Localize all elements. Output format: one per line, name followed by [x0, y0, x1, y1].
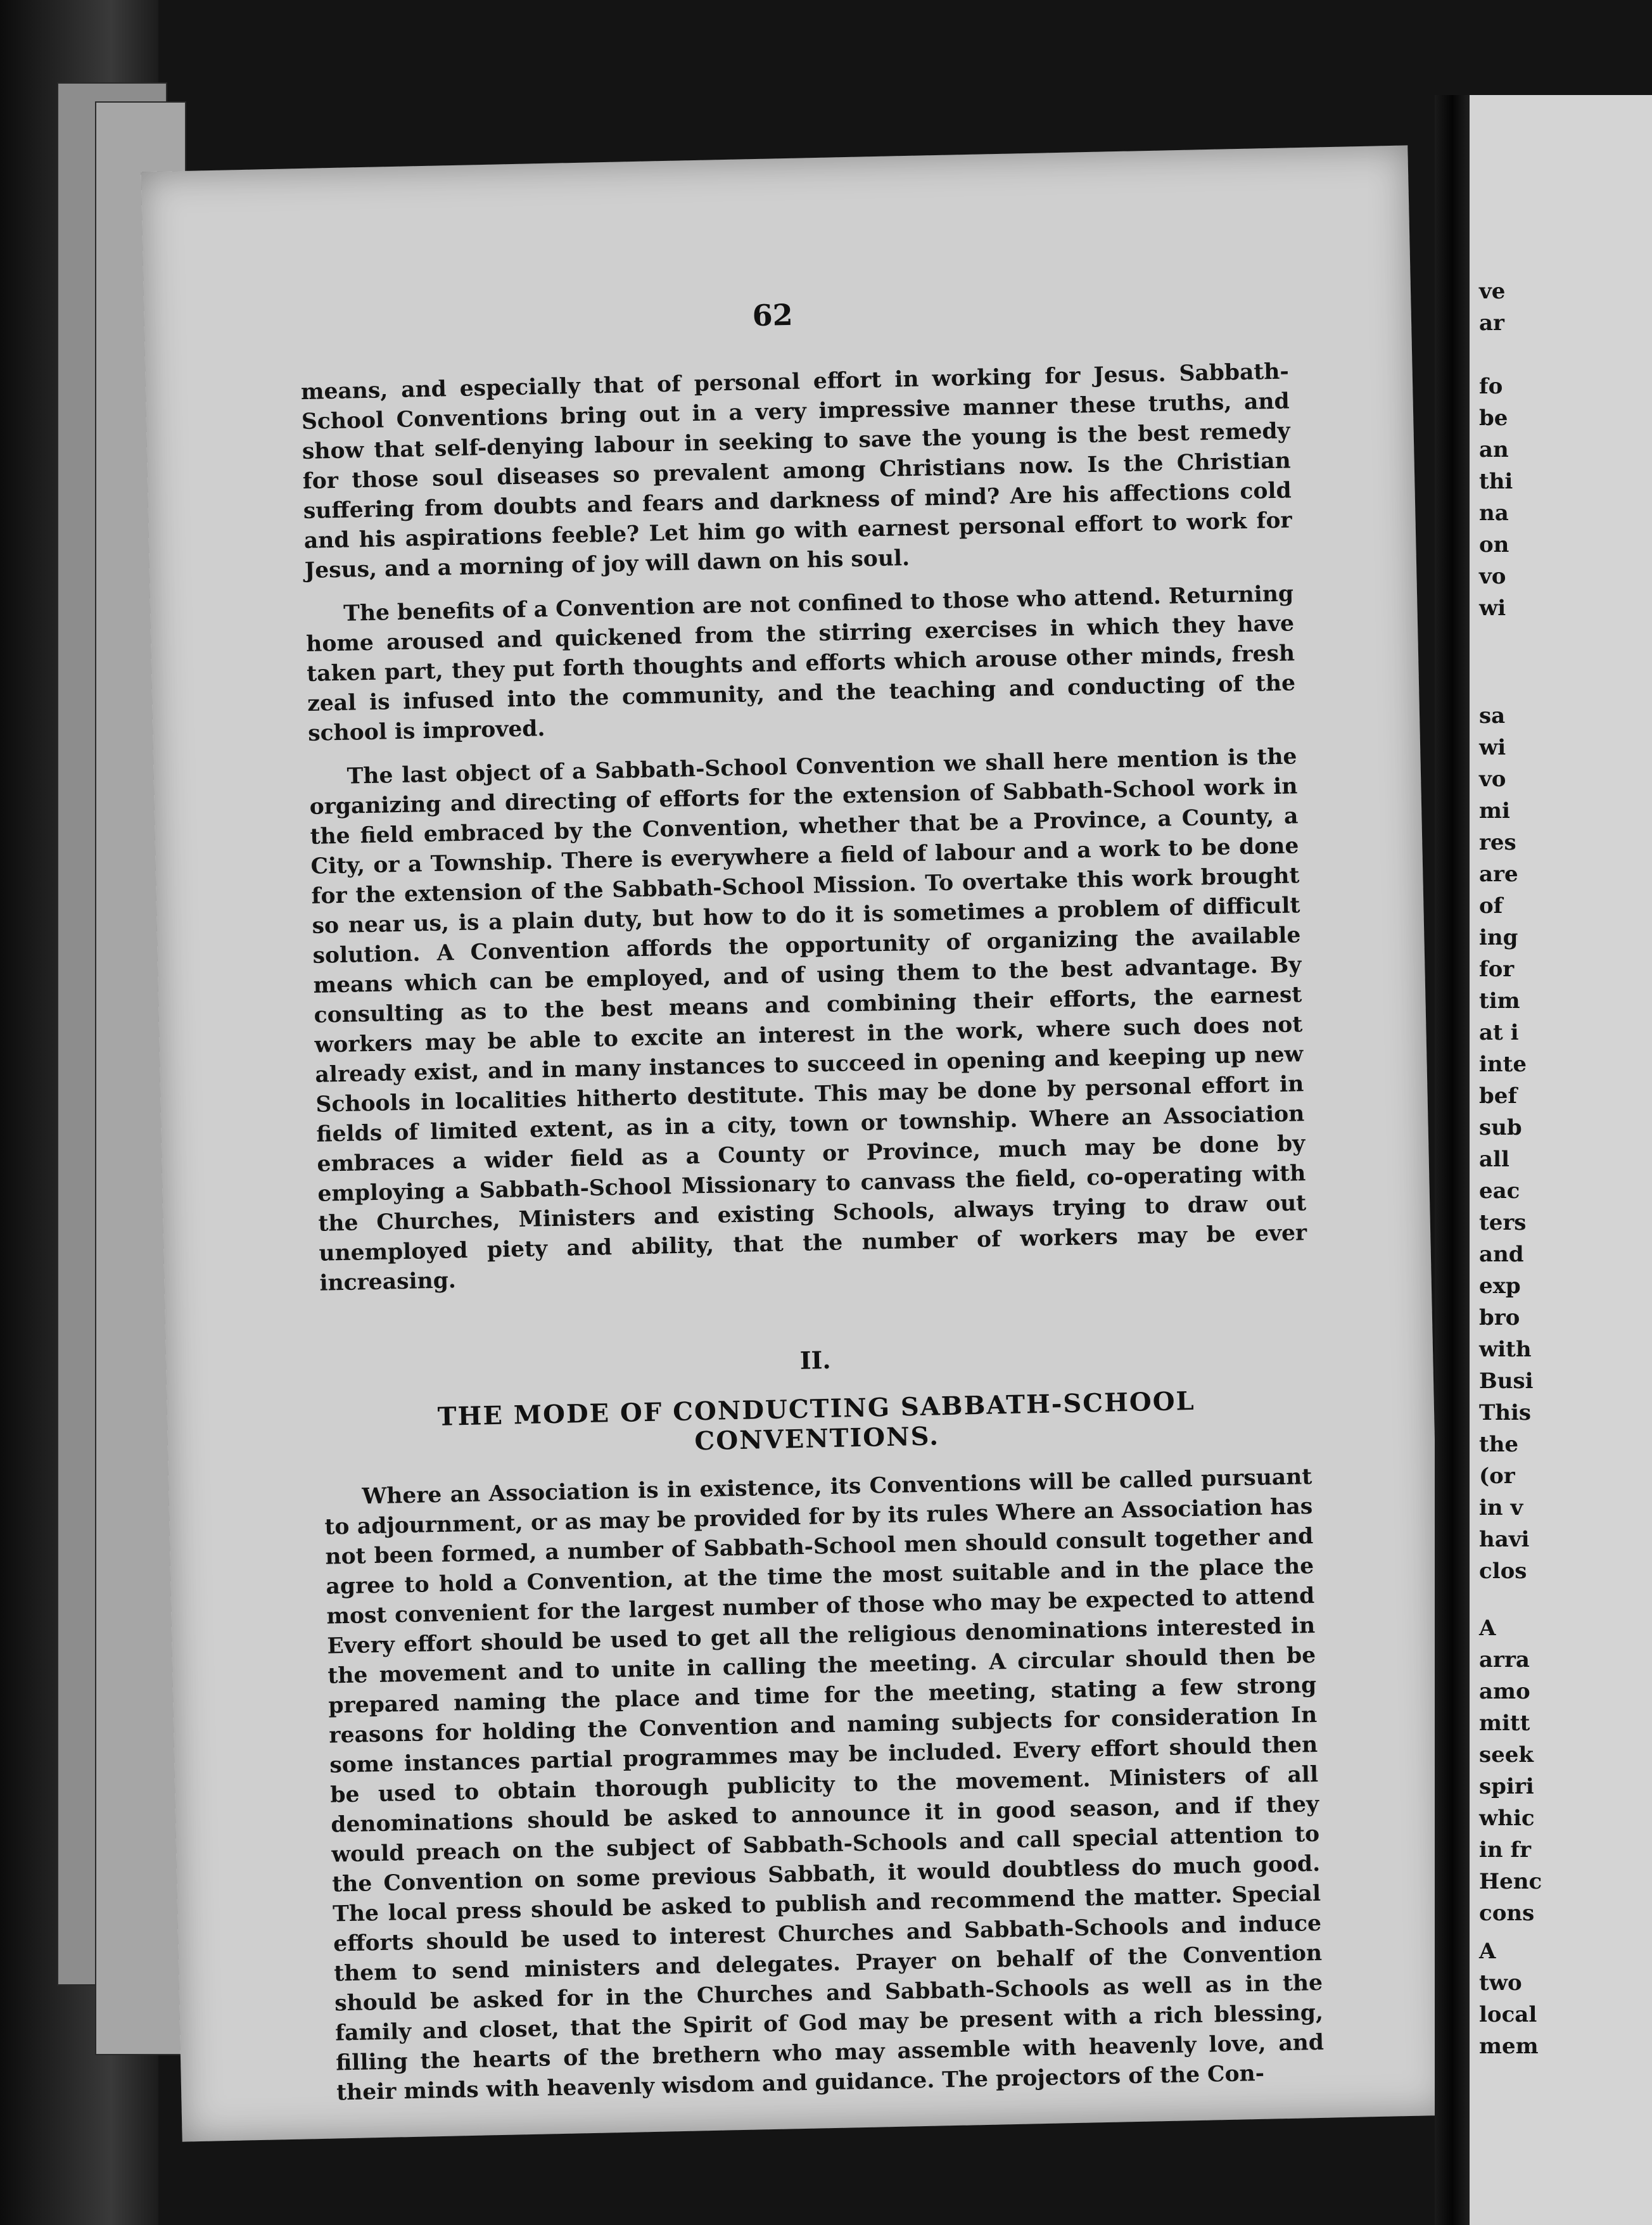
book-gutter [1435, 95, 1470, 2225]
facing-page-line: tim [1479, 988, 1520, 1014]
facing-page-line: inte [1479, 1052, 1527, 1077]
facing-page-line: seek [1479, 1742, 1534, 1768]
facing-page-line: wi [1479, 596, 1506, 621]
facing-page-line: eac [1479, 1178, 1520, 1204]
section-number: II. [799, 1345, 832, 1375]
facing-page-line: at i [1479, 1020, 1519, 1045]
facing-page-line: with [1479, 1337, 1532, 1362]
paragraph: Where an Association is in existence, its Conventions will be called pursuant to adjournment, or as may be provided for by its rules Where an Association has not been formed, a number of Sabbath-School men should consult together and agree to hold a Convention, at the time the most suitable and in the place the most convenient for the largest number of those who may be expected to attend Every effort should be used to get all the religious denominations interested in the movement and to unite in calling the meeting. A circular should then be prepared naming the place and time for the meeting, stating a few strong reasons for holding the Convention and naming subjects for consideration In some instances partial programmes may be included. Every effort should then be used to obtain thorough publicity to the movement. Ministers of all denominations should be asked to announce it in good season, and if they would preach on the subject of Sabbath-Schools and call special attention to the Convention on some previous Sabbath, it would doubtless do much good. The local press should be asked to publish and recommend the matter. Special efforts should be used to interest Churches and Sabbath-Schools and induce them to send ministers and delegates. Prayer on behalf of the Convention should be asked for in the Churches and Sabbath-Schools as well as in the family and closet, that the Spirit of God may be present with a rich blessing, filling the hearts of the brethern who may assemble with heavenly love, and their minds with heavenly wisdom and guidance. The projectors of the Con- [324, 1464, 1325, 2106]
facing-page-line: mi [1479, 798, 1510, 824]
facing-page-line: are [1479, 862, 1518, 887]
facing-page-line: Busi [1479, 1368, 1534, 1394]
facing-page-line: (or [1479, 1463, 1515, 1489]
facing-page-line: ve [1479, 279, 1506, 304]
facing-page-line: local [1479, 2002, 1537, 2027]
facing-page-line: of [1479, 893, 1503, 919]
facing-page-line: in v [1479, 1495, 1523, 1521]
facing-page [1470, 95, 1652, 2225]
facing-page-line: in fr [1479, 1837, 1532, 1863]
facing-page-line: na [1479, 500, 1509, 526]
facing-page-line: cons [1479, 1901, 1535, 1926]
facing-page-line: thi [1479, 469, 1513, 494]
facing-page-line: bro [1479, 1305, 1520, 1330]
facing-page-line: This [1479, 1400, 1532, 1425]
facing-page-line: bef [1479, 1083, 1518, 1109]
facing-page-line: mitt [1479, 1711, 1530, 1736]
body-text [301, 357, 1325, 2122]
facing-page-line: sa [1479, 703, 1506, 729]
facing-page-line: A [1479, 1939, 1496, 1964]
facing-page-line: vo [1479, 767, 1506, 792]
facing-page-line: arra [1479, 1647, 1530, 1673]
facing-page-line: on [1479, 532, 1509, 558]
facing-page-line: spiri [1479, 1774, 1534, 1799]
paragraph: The benefits of a Convention are not confined to those who attend. Returning home aroused and quickened from the stirring exercises in which they have taken part, they put forth thoughts and efforts which arouse other minds, fresh zeal is infused into the community, and the teaching and conducting of the school is improved. [305, 581, 1296, 746]
facing-page-line: vo [1479, 564, 1506, 589]
facing-page-line: ar [1479, 310, 1504, 336]
facing-page-line: res [1479, 830, 1516, 855]
facing-page-line: fo [1479, 374, 1503, 399]
facing-page-line: an [1479, 437, 1509, 462]
facing-page-line: the [1479, 1432, 1519, 1457]
facing-page-line: two [1479, 1970, 1522, 1996]
facing-page-line: for [1479, 957, 1515, 982]
facing-page-line: havi [1479, 1527, 1530, 1552]
facing-page-line: clos [1479, 1559, 1527, 1584]
book-page [141, 145, 1449, 2141]
facing-page-line: all [1479, 1147, 1509, 1172]
facing-page-line: exp [1479, 1273, 1521, 1299]
facing-page-line: and [1479, 1242, 1524, 1267]
paragraph: means, and especially that of personal effort in working for Jesus. Sabbath-School Conventions bring out in a very impressive manner these truths, and show that self-denying labour in seeking to save the young is the best remedy for those soul diseases so prevalent among Christians now. Is the Christian suffering from doubts and fears and darkness of mind? Are his affections cold and his aspirations feeble? Let him go with earnest personal effort to work for Jesus, and a morning of joy will dawn on his soul. [300, 359, 1292, 584]
facing-page-line: whic [1479, 1806, 1535, 1831]
section-heading: THE MODE OF CONDUCTING SABBATH-SCHOOL CONVENTIONS. [437, 1386, 1196, 1457]
facing-page-line: ing [1479, 925, 1518, 950]
facing-page-line: wi [1479, 735, 1506, 760]
facing-page-line: A [1479, 1616, 1496, 1641]
facing-page-line: sub [1479, 1115, 1522, 1140]
page-number: 62 [752, 297, 794, 333]
facing-page-line: ters [1479, 1210, 1527, 1235]
paragraph: The last object of a Sabbath-School Convention we shall here mention is the organizing and directing of efforts for the extension of Sabbath-School work in the field embraced by the Convention, whether that be a Province, a County, a City, or a Township. There is everywhere a field of labour and a work to be done for the extension of the Sabbath-School Mission. To overtake this work brought so near us, is a plain duty, but how to do it is sometimes a problem of difficult solution. A Convention affords the opportunity of organizing the available means which can be employed, and of using them to the best advantage. By consulting as to the best means and combining their efforts, the earnest workers may be able to excite an interest in the work, where such does not already exist, and in many instances to succeed in opening and keeping up new Schools in localities hitherto destitute. This may be done by personal effort in fields of limited extent, as in a city, town or township. Where an Association embraces a wider field as a County or Province, much may be done by employing a Sabbath-School Missionary to canvass the field, co-operating with the Churches, Ministers and existing Schools, always trying to draw out unemployed piety and ability, that the number of workers may be ever increasing. [309, 744, 1307, 1296]
facing-page-line: be [1479, 405, 1508, 431]
facing-page-line: Henc [1479, 1869, 1542, 1894]
facing-page-line: mem [1479, 2034, 1539, 2059]
facing-page-line: amo [1479, 1679, 1530, 1704]
